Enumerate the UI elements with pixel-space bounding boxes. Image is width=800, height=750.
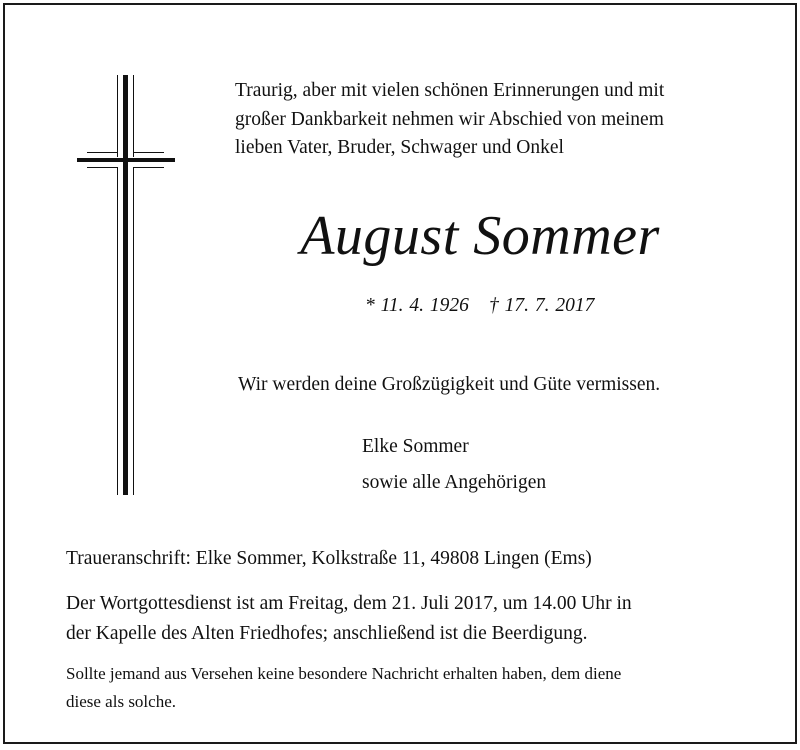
intro-line: großer Dankbarkeit nehmen wir Abschied von meinem [235,108,664,130]
intro-line: Traurig, aber mit vielen schönen Erinnerungen und mit [235,80,665,101]
service-line: Der Wortgottesdienst ist am Freitag, dem 21. Juli 2017, um 14.00 Uhr in [66,593,632,614]
mourning-address: Traueranschrift: Elke Sommer, Kolkstraße 11, 49808 Lingen (Ems) [66,548,592,569]
notice-disclaimer [66,660,621,716]
life-dates [365,293,594,319]
signers [362,429,546,501]
service-info [66,589,632,649]
deceased-name: August Sommer [300,205,660,267]
service-line: der Kapelle des Alten Friedhofes; anschließend ist die Beerdigung. [66,623,588,644]
cross-icon [75,75,179,495]
signer-name: Elke Sommer [362,436,469,457]
notice-line: Sollte jemand aus Versehen keine besondere Nachricht erhalten haben, dem diene [66,664,622,683]
birth-date: * 11. 4. 1926 [365,295,469,316]
intro-text [235,77,735,163]
notice-line: diese als solche. [66,692,176,711]
signer-others: sowie alle Angehörigen [362,472,547,493]
death-date: † 17. 7. 2017 [488,295,595,316]
intro-line: lieben Vater, Bruder, Schwager und Onkel [235,137,564,158]
farewell-text: Wir werden deine Großzügigkeit und Güte vermissen. [238,374,661,395]
obituary-notice [3,3,797,744]
